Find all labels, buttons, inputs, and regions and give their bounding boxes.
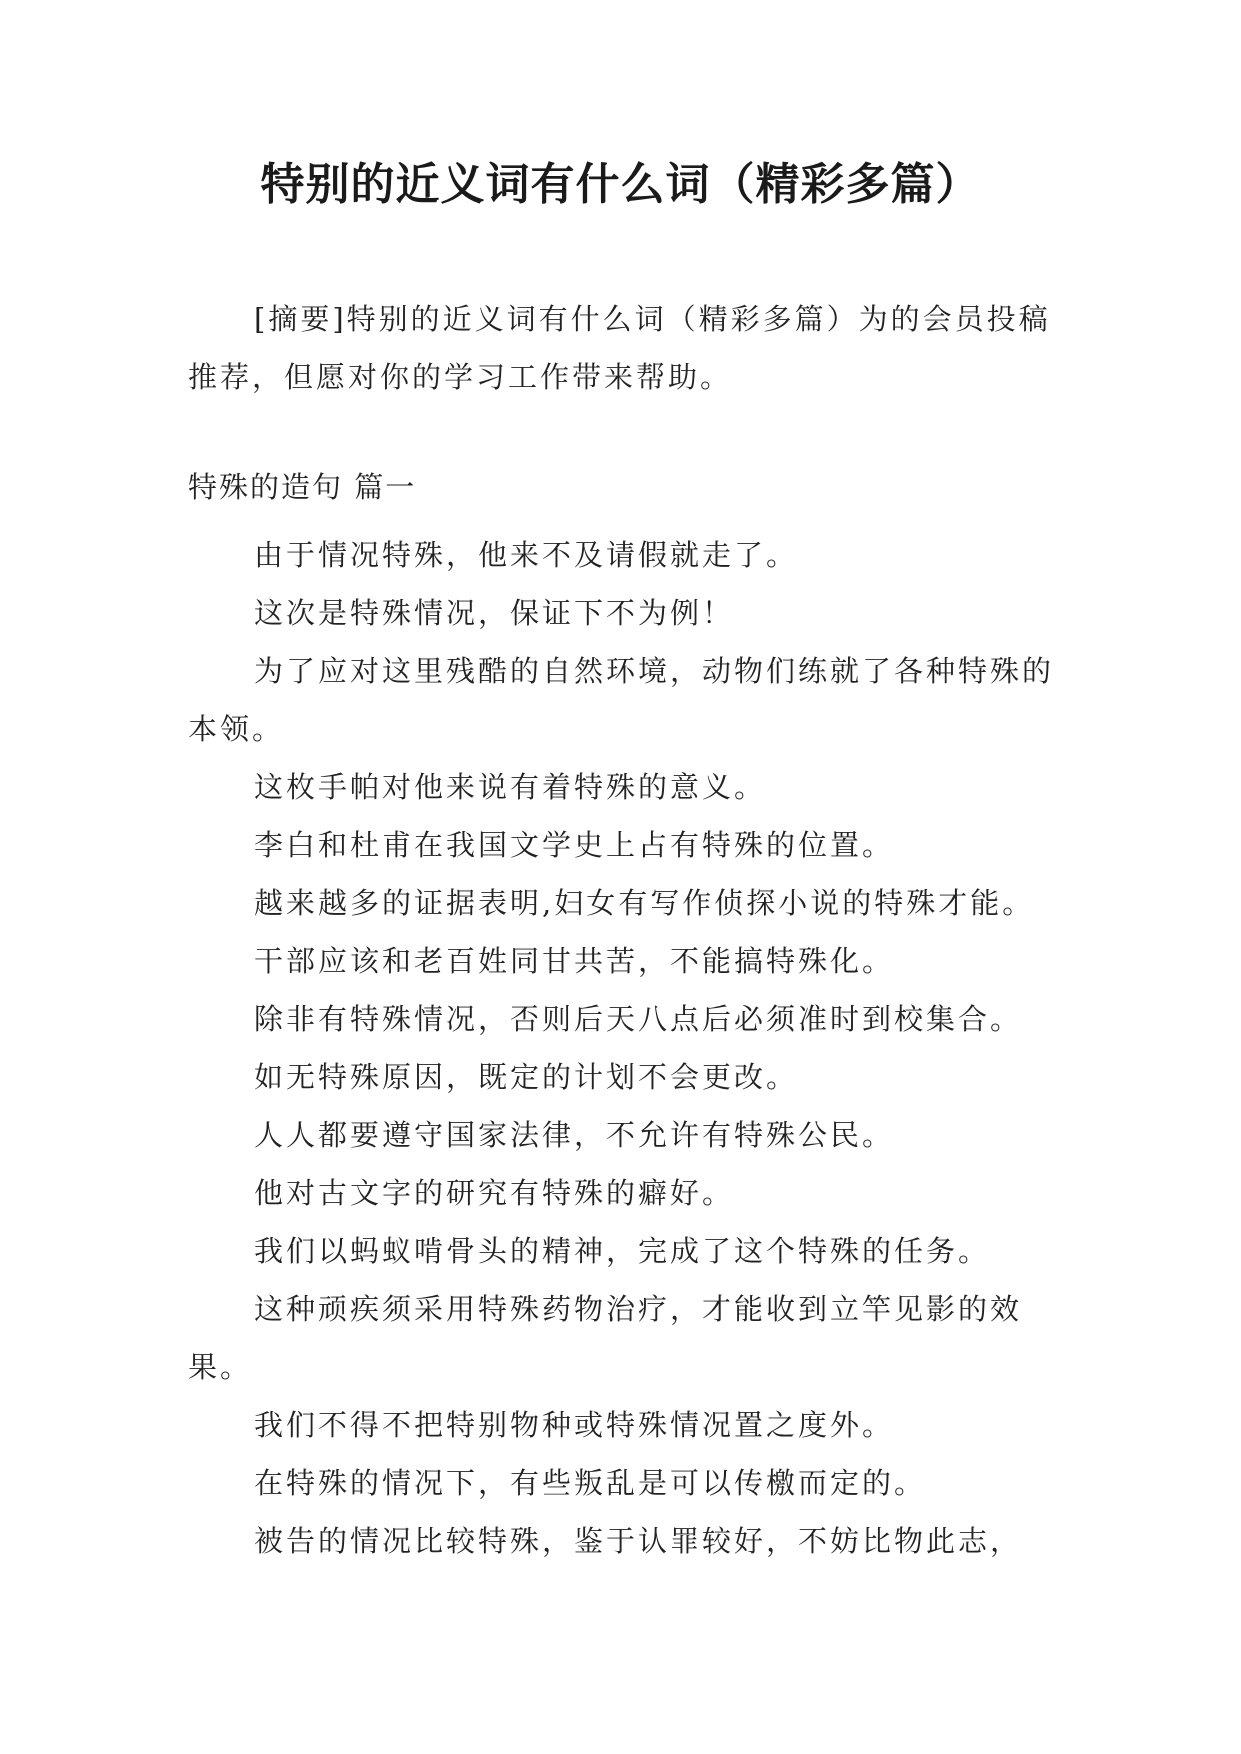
sentence-item: 在特殊的情况下，有些叛乱是可以传檄而定的。 [254, 1466, 927, 1500]
sentence-item: 人人都要遵守国家法律，不允许有特殊公民。 [254, 1118, 895, 1152]
sentence-item: 越来越多的证据表明,妇女有写作侦探小说的特殊才能。 [254, 886, 1035, 920]
sentence-item: 如无特殊原因，既定的计划不会更改。 [254, 1060, 799, 1094]
sentence-item: 这枚手帕对他来说有着特殊的意义。 [254, 770, 767, 804]
sentence-item: 这种顽疾须采用特殊药物治疗，才能收到立竿见影的效果。 [188, 1292, 1023, 1384]
sentence-item: 李白和杜甫在我国文学史上占有特殊的位置。 [254, 828, 895, 862]
sentence-item: 除非有特殊情况，否则后天八点后必须准时到校集合。 [254, 1002, 1023, 1036]
sentence-item: 被告的情况比较特殊，鉴于认罪较好，不妨比物此志， [254, 1524, 1023, 1558]
sentence-list [188, 526, 1058, 1570]
sentence-item: 我们以蚂蚁啃骨头的精神，完成了这个特殊的任务。 [254, 1234, 991, 1268]
sentence-item: 我们不得不把特别物种或特殊情况置之度外。 [254, 1408, 895, 1442]
sentence-item: 他对古文字的研究有特殊的癖好。 [254, 1176, 735, 1210]
sentence-item: 干部应该和老百姓同甘共苦，不能搞特殊化。 [254, 944, 895, 978]
sentence-item: 为了应对这里残酷的自然环境，动物们练就了各种特殊的本领。 [188, 654, 1055, 746]
section-heading: 特殊的造句 篇一 [188, 470, 417, 504]
sentence-item: 这次是特殊情况，保证下不为例！ [254, 596, 735, 630]
abstract-paragraph: [摘要]特别的近义词有什么词（精彩多篇）为的会员投稿推荐，但愿对你的学习工作带来帮助。 [188, 302, 1051, 394]
document-title: 特别的近义词有什么词（精彩多篇） [260, 159, 981, 210]
sentence-item: 由于情况特殊，他来不及请假就走了。 [254, 538, 799, 572]
